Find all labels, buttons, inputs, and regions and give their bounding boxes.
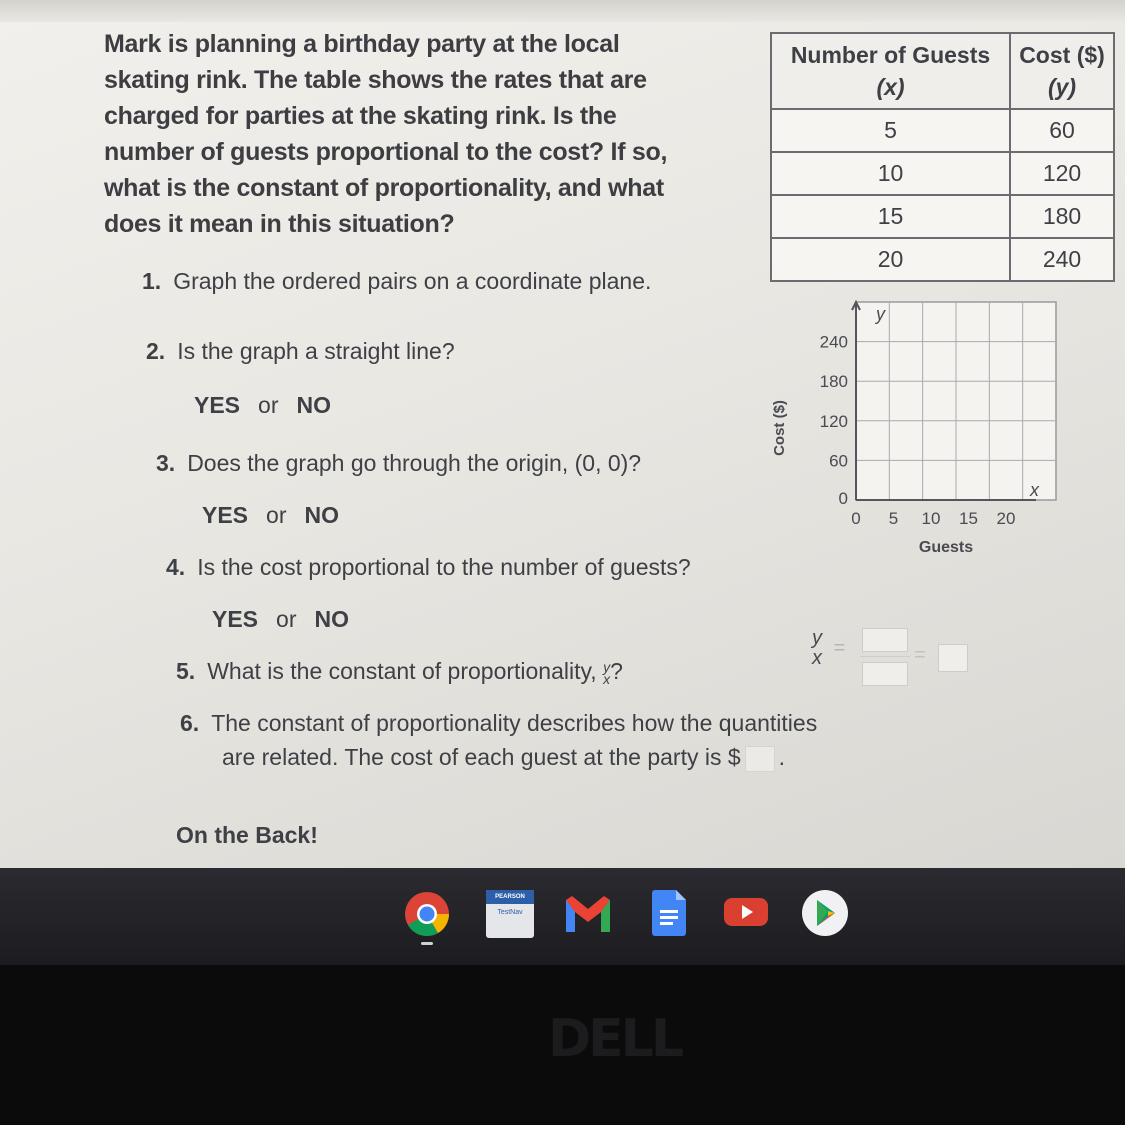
on-the-back-heading: On the Back!	[176, 822, 318, 848]
answer-choices-2: YES or NO	[194, 392, 331, 418]
table-cell: 120	[1010, 152, 1114, 195]
table-cell: 15	[771, 195, 1010, 238]
page-top-edge	[0, 0, 1125, 22]
equals-sign: =	[914, 644, 926, 666]
x-var-label: x	[1030, 480, 1039, 500]
youtube-icon[interactable]	[724, 894, 772, 942]
laptop-bezel	[0, 965, 1125, 1125]
table-row	[771, 109, 1114, 152]
no-choice[interactable]: NO	[296, 392, 331, 418]
graph-grid	[820, 302, 1056, 528]
y-tick-label: 120	[819, 411, 848, 431]
question-6: 6. The constant of proportionality describes how the quantities are related. The cost of each guest at the party is $ .	[180, 710, 818, 770]
table-header-cost: Cost ($) (y)	[1010, 33, 1114, 109]
table-cell: 180	[1010, 195, 1114, 238]
table-row	[771, 238, 1114, 281]
fraction-bar	[860, 656, 910, 657]
x-tick-label: 20	[996, 509, 1016, 528]
yes-choice[interactable]: YES	[202, 502, 249, 528]
no-choice[interactable]: NO	[314, 606, 349, 632]
table-row	[771, 195, 1114, 238]
table-cell: 10	[771, 152, 1010, 195]
fraction-y-over-x: y x	[603, 658, 611, 687]
table-header-guests: Number of Guests (x)	[771, 33, 1010, 109]
question-1: 1. Graph the ordered pairs on a coordinate plane.	[142, 268, 652, 294]
y-axis-label: Cost ($)	[771, 400, 788, 456]
x-tick-label: 5	[888, 509, 899, 528]
coordinate-plane	[760, 300, 1070, 560]
rates-table	[770, 32, 1115, 282]
y-var-label: y	[876, 304, 885, 324]
y-tick-label: 60	[829, 451, 848, 471]
cost-per-guest-blank[interactable]	[745, 746, 775, 772]
pearson-testnav-icon[interactable]: PEARSON TestNav	[486, 890, 534, 938]
question-2: 2. Is the graph a straight line?	[146, 338, 455, 364]
table-cell: 60	[1010, 109, 1114, 152]
table-cell: 240	[1010, 238, 1114, 281]
table-cell: 20	[771, 238, 1010, 281]
equation-fraction: y x	[812, 627, 822, 669]
x-axis-label: Guests	[918, 539, 974, 556]
y-tick-label: 180	[819, 372, 848, 392]
question-3: 3. Does the graph go through the origin, (0, 0)?	[156, 450, 642, 476]
question-4: 4. Is the cost proportional to the number of guests?	[166, 554, 691, 580]
play-store-icon[interactable]	[802, 890, 850, 938]
question-5: 5. What is the constant of proportionality, y x?	[176, 658, 623, 687]
answer-choices-4: YES or NO	[212, 606, 349, 632]
gmail-icon[interactable]	[562, 890, 610, 938]
table-cell: 5	[771, 109, 1010, 152]
docs-icon[interactable]	[652, 890, 700, 938]
constant-blank[interactable]	[938, 644, 968, 672]
yes-choice[interactable]: YES	[212, 606, 259, 632]
table-row	[771, 152, 1114, 195]
chrome-icon[interactable]	[403, 890, 451, 938]
x-tick-label: 10	[921, 509, 941, 528]
y-tick-label: 0	[838, 489, 848, 508]
answer-choices-3: YES or NO	[202, 502, 339, 528]
chromeos-shelf	[0, 868, 1125, 965]
numerator-blank[interactable]	[862, 628, 908, 652]
dell-logo: DELL	[548, 1009, 681, 1069]
problem-prompt: Mark is planning a birthday party at the local skating rink. The table shows the rates that are charged for parties at the skating rink. Is the number of guests proportional to the cost? If so, what is the constant of proportionality, and what does it mean in this situation?	[104, 30, 668, 238]
yes-choice[interactable]: YES	[194, 392, 241, 418]
proportionality-equation: y x =	[812, 627, 846, 669]
y-tick-label: 240	[819, 332, 848, 352]
x-tick-label: 15	[959, 509, 978, 528]
denominator-blank[interactable]	[862, 662, 908, 686]
no-choice[interactable]: NO	[304, 502, 339, 528]
x-tick-label: 0	[851, 509, 861, 528]
